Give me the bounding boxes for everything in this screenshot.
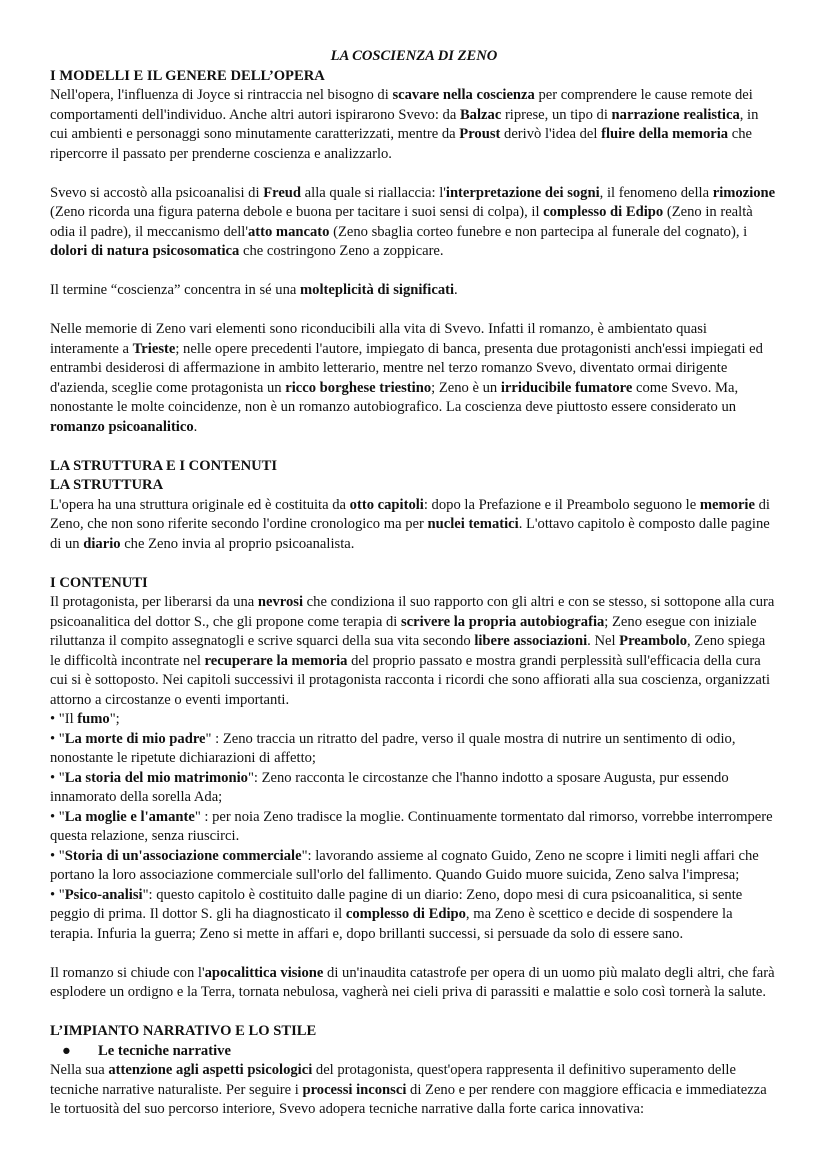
- spacer: [50, 944, 778, 964]
- text-run: come Svevo. Ma, nonostante le molte coincidenze, non è un romanzo autobiografico. La coscienza deve piuttosto essere considerato un: [50, 379, 739, 415]
- bold-term: attenzione agli aspetti psicologici: [108, 1062, 313, 1078]
- text-run: , ma Zeno è scettico e decide di sospendere la terapia. Infuria la guerra; Zeno si mette in affari e, dopo brillanti successi, si persuade da solo di essere sano.: [50, 906, 733, 942]
- paragraph: [50, 320, 778, 437]
- section-heading-contenuti: I CONTENUTI: [50, 574, 148, 591]
- text-run: Nella sua: [50, 1062, 109, 1078]
- text-run: del protagonista, quest'opera rappresenta il definitivo superamento delle tecniche narrative naturaliste. Per seguire i: [50, 1062, 736, 1098]
- bold-term: narrazione realistica: [611, 106, 740, 123]
- text-run: ; Zeno è un: [431, 379, 501, 396]
- document-title: LA COSCIENZA DI ZENO: [330, 48, 498, 64]
- text-run: derivò l'idea del: [500, 126, 602, 142]
- subheading-tecniche-label: Le tecniche narrative: [98, 1042, 231, 1059]
- text-run: Svevo si accostò alla psicoanalisi di: [50, 184, 264, 201]
- text-run: L'opera ha una struttura originale ed è costituita da: [50, 496, 350, 513]
- list-item: [50, 730, 778, 769]
- bold-term: La moglie e l'amante: [64, 808, 195, 825]
- spacer: [50, 437, 778, 457]
- text-run: (Zeno sbaglia corteo funebre e non partecipa al funerale del cognato), i: [329, 223, 748, 240]
- text-run: • ": [50, 808, 65, 825]
- bold-term: complesso di Edipo: [345, 906, 466, 922]
- bold-term: fumo: [77, 711, 110, 727]
- bold-term: La morte di mio padre: [64, 730, 206, 747]
- paragraph: [50, 86, 778, 164]
- bold-term: Psico-analisi: [64, 886, 143, 903]
- text-run: ";: [109, 711, 120, 727]
- text-run: che Zeno invia al proprio psicoanalista.: [120, 535, 355, 552]
- bold-term: memorie: [699, 496, 755, 513]
- bold-term: ricco borghese triestino: [285, 379, 432, 396]
- bold-term: apocalittica visione: [204, 964, 324, 981]
- bold-term: diario: [83, 535, 121, 552]
- text-run: Il romanzo si chiude con l': [50, 964, 205, 981]
- paragraph: [50, 496, 778, 555]
- text-run: • "Il: [50, 711, 78, 727]
- text-run: . L'ottavo capitolo è composto dalle pagine di un: [50, 516, 770, 552]
- list-item: [50, 808, 778, 847]
- text-run: Il protagonista, per liberarsi da una: [50, 594, 258, 610]
- bold-term: irriducibile fumatore: [500, 379, 633, 396]
- bold-term: scavare nella coscienza: [392, 87, 535, 103]
- text-run: ": lavorando assieme al cognato Guido, Zeno ne scopre i limiti negli affari che portano la loro associazione commerciale sull'orlo del fallimento. Quando Guido muore suicida, Zeno salva l'impresa;: [50, 847, 759, 883]
- bold-term: fluire della memoria: [601, 126, 729, 142]
- text-run: , il fenomeno della: [599, 184, 713, 201]
- paragraph: [50, 184, 778, 262]
- text-run: • ": [50, 886, 65, 903]
- subheading-struttura: LA STRUTTURA: [50, 477, 164, 493]
- bold-term: Balzac: [459, 106, 502, 123]
- text-run: Nelle memorie di Zeno vari elementi sono riconducibili alla vita di Svevo. Infatti il romanzo, è ambientato quasi interamente a: [50, 321, 707, 357]
- text-run: per comprendere le cause remote dei comportamenti dell'individuo. Anche altri autori ispirarono Svevo: da: [50, 87, 753, 123]
- bold-term: Storia di un'associazione commerciale: [64, 847, 302, 864]
- bold-term: La storia del mio matrimonio: [64, 769, 248, 786]
- text-run: " : per noia Zeno tradisce la moglie. Continuamente tormentato dal rimorso, vorrebbe interrompere questa relazione, senza riuscirci.: [50, 808, 773, 844]
- text-run: del proprio passato e mostra grandi perplessità sull'efficacia della cura cui si è sottoposto. Nei capitoli successivi il protagonista racconta i ricordi che sono affiorati alla sua coscienza, organizzati attorno a circostanze o eventi importanti.: [50, 652, 770, 708]
- spacer: [50, 164, 778, 184]
- bold-term: rimozione: [712, 184, 776, 201]
- bold-term: dolori di natura psicosomatica: [50, 243, 240, 259]
- spacer: [50, 1003, 778, 1023]
- bullet-dot-icon: ●: [62, 1042, 71, 1059]
- list-item: [50, 710, 778, 730]
- spacer: [50, 262, 778, 282]
- bold-term: libere associazioni: [474, 633, 588, 649]
- text-run: • ": [50, 769, 65, 786]
- bold-term: nevrosi: [257, 594, 304, 610]
- spacer: [50, 301, 778, 321]
- text-run: , Zeno spiega le difficoltà incontrate nel: [50, 633, 766, 669]
- text-run: • ": [50, 730, 65, 747]
- bold-term: Freud: [263, 184, 302, 201]
- bold-term: Preambolo: [619, 633, 687, 649]
- text-run: (Zeno ricorda una figura paterna debole e buona per tacitare i suoi sensi di colpa), il: [50, 204, 544, 220]
- text-run: che condiziona il suo rapporto con gli altri e con se stesso, si sottopone alla cura psicoanalitica del dottor S., che gli propone come terapia di: [50, 594, 775, 630]
- bold-term: romanzo psicoanalitico: [50, 418, 194, 435]
- text-run: alla quale si riallaccia: l': [301, 184, 446, 201]
- text-run: " : Zeno traccia un ritratto del padre, verso il quale mostra di nutrire un sentimento di odio, nonostante le ripetute dichiarazioni di affetto;: [50, 730, 736, 766]
- subheading-tecniche: [62, 1042, 778, 1062]
- spacer: [50, 554, 778, 574]
- text-run: Nell'opera, l'influenza di Joyce si rintraccia nel bisogno di: [50, 87, 393, 103]
- bold-term: nuclei tematici: [427, 516, 519, 532]
- text-run: (Zeno in realtà odia il padre), il meccanismo dell': [50, 204, 753, 240]
- text-run: che ripercorre il passato per prenderne coscienza e analizzarlo.: [50, 126, 752, 162]
- text-run: di un'inaudita catastrofe per opera di un uomo più malato degli altri, che farà esplodere un ordigno e la Terra, tornata nebulosa, vagherà nei cieli priva di parassiti e malattie e solo così tornerà la salute.: [50, 964, 775, 1000]
- bold-term: complesso di Edipo: [543, 204, 664, 220]
- bold-term: recuperare la memoria: [204, 652, 348, 669]
- section-heading-impianto: L’IMPIANTO NARRATIVO E LO STILE: [50, 1023, 317, 1039]
- bold-term: Proust: [459, 126, 501, 142]
- text-run: che costringono Zeno a zoppicare.: [239, 243, 444, 259]
- text-run: ": Zeno racconta le circostanze che l'hanno indotto a sposare Augusta, pur essendo innamorato della sorella Ada;: [50, 769, 729, 805]
- text-run: riprese, un tipo di: [501, 106, 612, 123]
- paragraph: [50, 593, 778, 710]
- text-run: ; Zeno esegue con iniziale riluttanza il compito assegnatogli e scrive squarci della sua vita secondo: [50, 613, 757, 649]
- text-run: ; nelle opere precedenti l'autore, impiegato di banca, presenta due protagonisti anch'essi impiegati ed entrambi desiderosi di affermazione in ambito letterario, mentre nel terzo romanzo Svevo, diventato ormai dirigente d'azienda, sceglie come protagonista un: [50, 340, 763, 396]
- bold-term: Trieste: [132, 340, 176, 357]
- list-item: [50, 886, 778, 945]
- bold-term: processi inconsci: [302, 1081, 407, 1098]
- text-run: di Zeno e per rendere con maggiore efficacia e immediatezza le tortuosità del suo percorso interiore, Svevo adopera tecniche narrative dalla forte carica innovativa:: [50, 1081, 767, 1117]
- text-run: : dopo la Prefazione e il Preambolo seguono le: [423, 496, 700, 513]
- text-run: . Nel: [587, 633, 620, 649]
- text-run: di Zeno, che non sono riferite secondo l'ordine cronologico ma per: [50, 496, 770, 532]
- bold-term: interpretazione dei sogni: [445, 184, 600, 201]
- paragraph: [50, 964, 778, 1003]
- section-heading-struttura-contenuti: LA STRUTTURA E I CONTENUTI: [50, 457, 278, 474]
- section-heading-modelli: I MODELLI E IL GENERE DELL’OPERA: [50, 67, 325, 84]
- bold-term: scrivere la propria autobiografia: [400, 613, 605, 630]
- text-run: ": questo capitolo è costituito dalle pagine di un diario: Zeno, dopo mesi di cura psicoanalitica, si sente peggio di prima. Il dottor S. gli ha diagnosticato il: [50, 886, 743, 922]
- text-run: Il termine “coscienza” concentra in sé una: [50, 282, 300, 298]
- text-run: .: [454, 282, 458, 298]
- bold-term: molteplicità di significati: [300, 282, 455, 298]
- list-item: [50, 847, 778, 886]
- list-item: [50, 769, 778, 808]
- paragraph: [50, 1061, 778, 1120]
- bold-term: otto capitoli: [349, 496, 424, 513]
- text-run: • ": [50, 847, 65, 864]
- bold-term: atto mancato: [247, 223, 330, 240]
- text-run: , in cui ambienti e personaggi sono minutamente caratterizzati, mentre da: [50, 106, 759, 142]
- text-run: .: [193, 418, 198, 435]
- paragraph: [50, 281, 778, 301]
